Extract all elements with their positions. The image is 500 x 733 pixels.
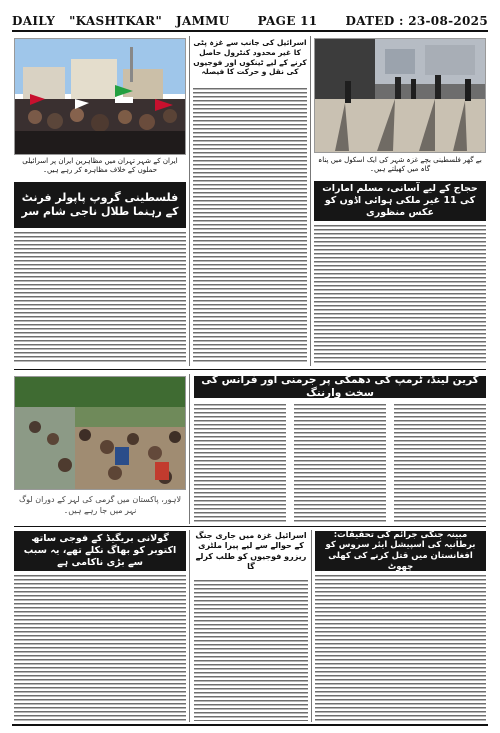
tehran-protest-photo [14,38,186,155]
section-rule-middle [14,369,486,370]
palestine-headline: فلسطینی گروپ پاپولر فرنٹ کے رہنما طلال ناجی شام سر [14,182,186,228]
tehran-protest-image [15,39,186,155]
golani-headline: گولانی بریگیڈ کے فوجی ساتھ اکتوبر کو بھاگ نکلے تھے، یہ سبب سے بڑی ناکامی ہے [14,531,186,571]
lahore-canal-photo [14,376,186,490]
hajj-headline: حجاج کے لیے آسانی، مسلم امارات کی 11 غیر ملکی ہوائی اڈوں کو عکس منظوری [314,181,486,221]
column-rule-1 [189,36,190,366]
britain-article-text [315,575,486,721]
footer-rule [12,724,488,726]
lahore-caption: لاہور، پاکستان میں گرمی کی لہر کے دوران لوگ نہر میں جا رہے ہیں۔ [18,495,182,515]
lahore-canal-image [15,377,186,490]
greenland-article-text-col2 [294,404,386,522]
greenland-article-text-col1 [194,404,286,522]
column-rule-2 [310,36,311,366]
israel-top-article-text [193,88,307,364]
israel-top-headline: اسرائیل کی جانب سے غزہ پٹی کا غیر محدود کنٹرول حاصل کرنے کے لیے ٹینکوں اور فوجیوں کی نقل و حرکت کا فیصلہ [193,38,307,77]
column-rule-4 [189,530,190,722]
tehran-caption: ایران کے شہر تہران میں مظاہرین ایران پر اسرائیلی حملوں کے خلاف مظاہرہ کر رہے ہیں۔ [22,157,178,174]
israel-gaza-headline: اسرائیل غزہ میں جاری جنگ کے حوالے سے لیے پیرا ملٹری ریزرو فوجیوں کو طلب کرلے گا [195,531,307,572]
page-number: PAGE 11 [257,14,318,28]
greenland-article-text-col3 [394,404,486,522]
masthead-daily: DAILY [12,14,56,28]
hajj-article-text [314,225,486,365]
masthead-name: "KASHTKAR" [69,14,162,28]
britain-headline: مبینہ جنگی جرائم کی تحقیقات: برطانیہ کی اسپیشل ایئر سروس کو افغانستان میں قتل کرنے کی کھلی چھوٹ [315,531,486,571]
masthead-city: JAMMU [176,14,230,28]
gaza-caption: بے گھر فلسطینی بچے غزہ شہر کی ایک اسکول میں پناہ گاہ میں کھیلتے ہیں۔ [318,156,482,173]
masthead [12,12,488,32]
column-rule-3 [189,374,190,524]
column-rule-5 [311,530,312,722]
gaza-children-image [315,39,486,153]
palestine-article-text [14,232,186,364]
section-rule-bottom [14,526,486,527]
golani-article-text [14,575,186,721]
gaza-children-photo [314,38,486,153]
israel-gaza-article-text [194,580,308,721]
greenland-headline: گرین لینڈ، ٹرمپ کی دھمکی پر جرمنی اور فرانس کی سخت وارننگ [194,376,486,398]
issue-date: DATED : 23-08-2025 [345,14,488,28]
